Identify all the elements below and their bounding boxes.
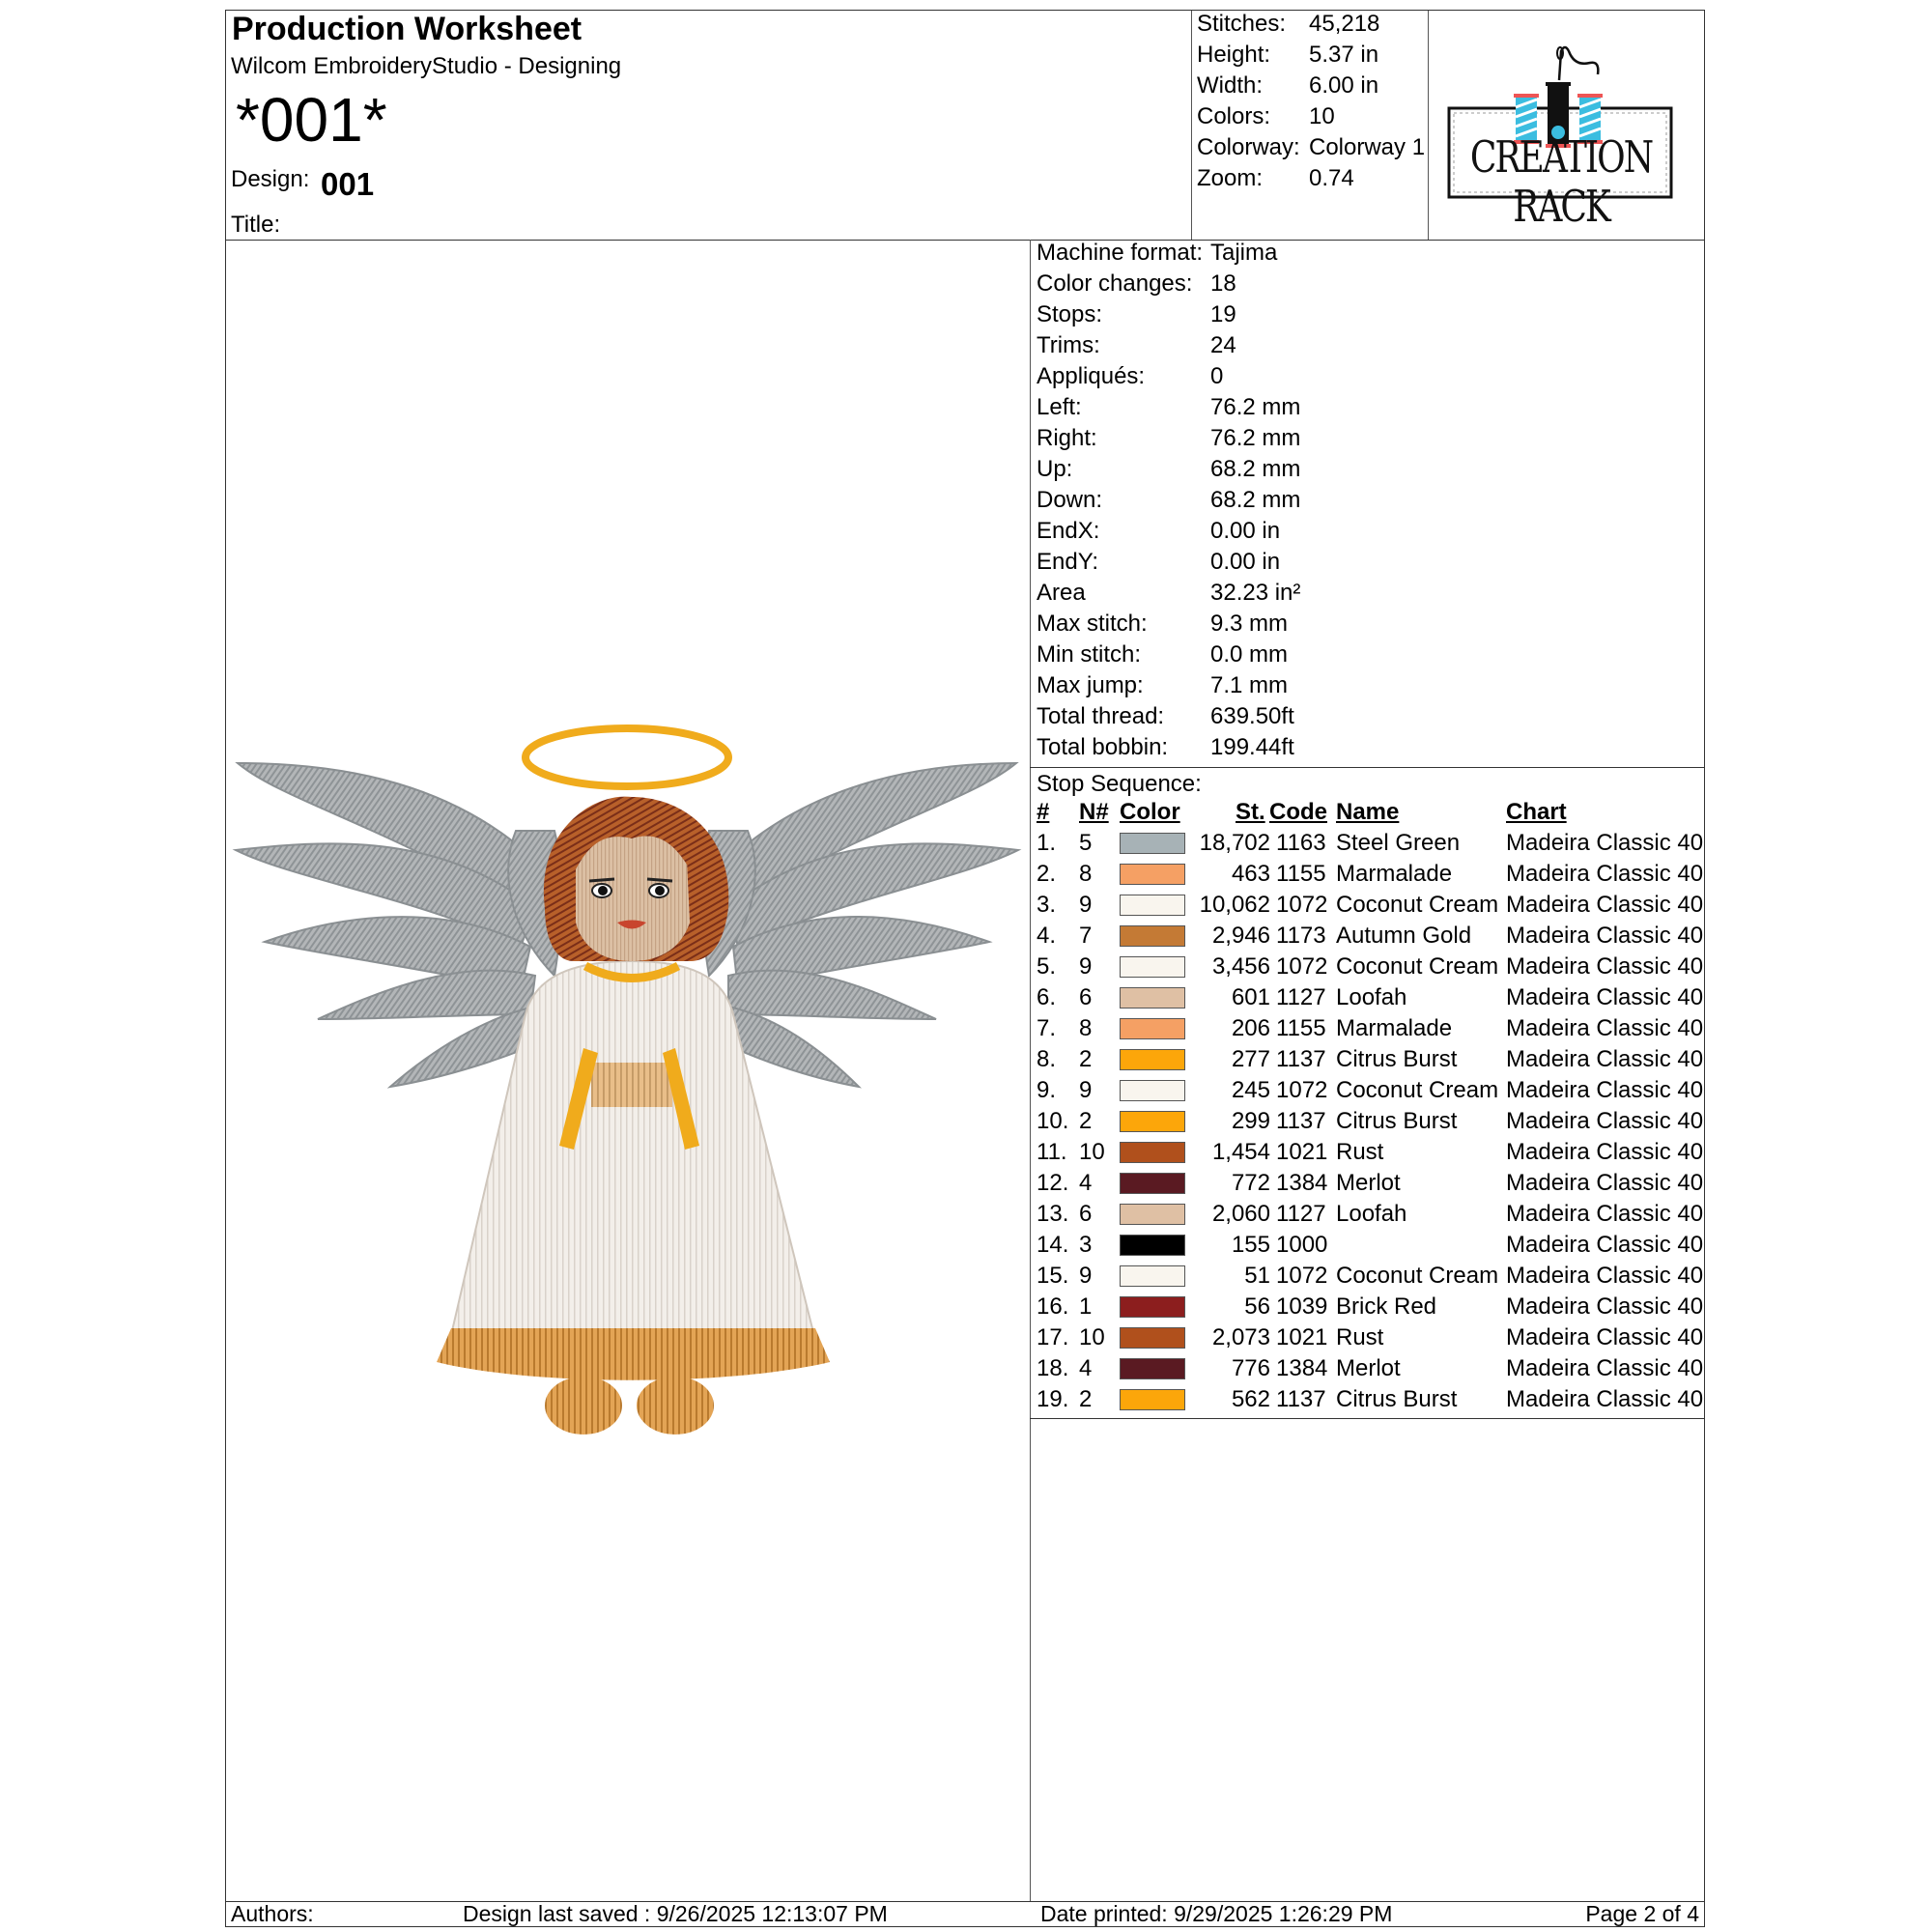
row-code: 1000 — [1276, 1232, 1328, 1258]
row-needle: 2 — [1079, 1108, 1093, 1134]
row-stitches: 601 — [1231, 984, 1270, 1010]
row-code: 1137 — [1276, 1108, 1326, 1134]
row-index: 18. — [1037, 1355, 1069, 1381]
creation-rack-logo — [1445, 40, 1677, 233]
row-chart: Madeira Classic 40 — [1506, 1263, 1704, 1289]
col-header-color: Color — [1120, 799, 1180, 825]
row-chart: Madeira Classic 40 — [1506, 830, 1704, 856]
row-index: 17. — [1037, 1324, 1069, 1350]
row-index: 1. — [1037, 830, 1057, 856]
row-thread-name: Coconut Cream — [1336, 1263, 1499, 1289]
row-index: 13. — [1037, 1201, 1069, 1227]
row-stitches: 2,073 — [1211, 1324, 1270, 1350]
color-swatch — [1120, 895, 1185, 916]
color-swatch — [1120, 1235, 1185, 1256]
software-subtitle: Wilcom EmbroideryStudio - Designing — [231, 53, 622, 79]
property-value: 0.00 in — [1210, 549, 1281, 575]
property-value: 0 — [1210, 363, 1224, 389]
col-header-needle: N# — [1079, 799, 1109, 825]
row-needle: 4 — [1079, 1355, 1093, 1381]
row-stitches: 206 — [1231, 1015, 1270, 1041]
color-swatch — [1120, 1173, 1185, 1194]
row-code: 1072 — [1276, 1077, 1328, 1103]
property-value: 76.2 mm — [1210, 394, 1301, 420]
row-index: 14. — [1037, 1232, 1069, 1258]
color-swatch — [1120, 925, 1185, 947]
row-chart: Madeira Classic 40 — [1506, 1324, 1704, 1350]
row-index: 3. — [1037, 892, 1057, 918]
design-label: Design: — [231, 166, 310, 192]
row-thread-name: Marmalade — [1336, 861, 1453, 887]
table-row — [1037, 1263, 1713, 1293]
stop-sequence-table — [1037, 799, 1703, 1417]
col-header-name: Name — [1336, 799, 1400, 825]
row-stitches: 772 — [1231, 1170, 1270, 1196]
table-row — [1037, 1046, 1713, 1077]
row-stitches: 51 — [1244, 1263, 1270, 1289]
row-code: 1127 — [1276, 1201, 1326, 1227]
color-swatch — [1120, 1049, 1185, 1070]
row-chart: Madeira Classic 40 — [1506, 923, 1704, 949]
row-code: 1072 — [1276, 892, 1328, 918]
table-row — [1037, 830, 1713, 861]
row-chart: Madeira Classic 40 — [1506, 1077, 1704, 1103]
col-header-index: # — [1037, 799, 1050, 825]
row-thread-name: Autumn Gold — [1336, 923, 1472, 949]
stop-sequence-label: Stop Sequence: — [1037, 771, 1202, 797]
color-swatch — [1120, 833, 1185, 854]
title-label: Title: — [231, 212, 281, 238]
property-label: Trims: — [1037, 332, 1100, 358]
row-stitches: 1,454 — [1211, 1139, 1270, 1165]
design-name-large: *001* — [236, 85, 387, 155]
property-label: Color changes: — [1037, 270, 1193, 297]
property-label: Area — [1037, 580, 1086, 606]
row-stitches: 18,702 — [1199, 830, 1270, 856]
color-swatch — [1120, 1142, 1185, 1163]
row-index: 4. — [1037, 923, 1057, 949]
property-label: Max jump: — [1037, 672, 1144, 698]
row-needle: 1 — [1079, 1293, 1093, 1320]
row-chart: Madeira Classic 40 — [1506, 1170, 1704, 1196]
property-label: Max stitch: — [1037, 611, 1148, 637]
props-divider — [1030, 767, 1704, 768]
row-needle: 2 — [1079, 1046, 1093, 1072]
row-code: 1072 — [1276, 953, 1328, 980]
table-row — [1037, 1139, 1713, 1170]
angel-embroidery-image — [226, 242, 1028, 1899]
row-stitches: 10,062 — [1199, 892, 1270, 918]
footer-divider — [226, 1901, 1704, 1902]
table-row — [1037, 1201, 1713, 1232]
row-needle: 10 — [1079, 1139, 1105, 1165]
row-thread-name: Loofah — [1336, 1201, 1407, 1227]
row-code: 1384 — [1276, 1355, 1328, 1381]
table-row — [1037, 953, 1713, 984]
property-value: 199.44ft — [1210, 734, 1294, 760]
row-index: 5. — [1037, 953, 1057, 980]
property-label: Right: — [1037, 425, 1097, 451]
col-header-stitches: St. — [1236, 799, 1265, 825]
property-label: Total bobbin: — [1037, 734, 1169, 760]
col-header-chart: Chart — [1506, 799, 1567, 825]
row-thread-name: Brick Red — [1336, 1293, 1437, 1320]
row-thread-name: Rust — [1336, 1139, 1384, 1165]
row-index: 19. — [1037, 1386, 1069, 1412]
color-swatch — [1120, 1389, 1185, 1410]
row-chart: Madeira Classic 40 — [1506, 861, 1704, 887]
design-last-saved: Design last saved : 9/26/2025 12:13:07 PM — [463, 1901, 888, 1926]
color-swatch — [1120, 956, 1185, 978]
stat-value: 5.37 in — [1309, 42, 1379, 68]
row-code: 1155 — [1276, 861, 1326, 887]
col-header-code: Code — [1269, 799, 1327, 825]
property-label: Appliqués: — [1037, 363, 1146, 389]
property-label: Total thread: — [1037, 703, 1165, 729]
design-divider — [1030, 240, 1031, 1901]
property-label: Up: — [1037, 456, 1073, 482]
row-index: 15. — [1037, 1263, 1069, 1289]
property-value: 32.23 in² — [1210, 580, 1301, 606]
authors-label: Authors: — [231, 1901, 314, 1926]
table-row — [1037, 1386, 1713, 1417]
row-index: 16. — [1037, 1293, 1069, 1320]
stat-label: Zoom: — [1197, 165, 1264, 191]
row-index: 12. — [1037, 1170, 1069, 1196]
row-code: 1163 — [1276, 830, 1326, 856]
row-thread-name: Loofah — [1336, 984, 1407, 1010]
worksheet-title: Production Worksheet — [232, 11, 582, 47]
row-thread-name: Merlot — [1336, 1355, 1401, 1381]
row-stitches: 3,456 — [1211, 953, 1270, 980]
row-chart: Madeira Classic 40 — [1506, 984, 1704, 1010]
table-row — [1037, 923, 1713, 953]
row-stitches: 2,060 — [1211, 1201, 1270, 1227]
color-swatch — [1120, 1018, 1185, 1039]
property-value: 639.50ft — [1210, 703, 1294, 729]
stat-label: Colors: — [1197, 103, 1271, 129]
color-swatch — [1120, 864, 1185, 885]
table-row — [1037, 1077, 1713, 1108]
row-stitches: 2,946 — [1211, 923, 1270, 949]
row-needle: 4 — [1079, 1170, 1093, 1196]
row-chart: Madeira Classic 40 — [1506, 892, 1704, 918]
row-chart: Madeira Classic 40 — [1506, 1046, 1704, 1072]
row-needle: 7 — [1079, 923, 1093, 949]
design-value: 001 — [321, 166, 375, 202]
row-index: 11. — [1037, 1139, 1067, 1165]
row-index: 8. — [1037, 1046, 1057, 1072]
row-chart: Madeira Classic 40 — [1506, 1201, 1704, 1227]
row-needle: 5 — [1079, 830, 1093, 856]
table-row — [1037, 1108, 1713, 1139]
page-number: Page 2 of 4 — [1585, 1901, 1699, 1926]
property-value: 9.3 mm — [1210, 611, 1289, 637]
property-value: Tajima — [1210, 240, 1278, 266]
row-thread-name: Marmalade — [1336, 1015, 1453, 1041]
row-index: 6. — [1037, 984, 1057, 1010]
row-needle: 3 — [1079, 1232, 1093, 1258]
row-needle: 10 — [1079, 1324, 1105, 1350]
row-code: 1155 — [1276, 1015, 1326, 1041]
property-value: 76.2 mm — [1210, 425, 1301, 451]
color-swatch — [1120, 987, 1185, 1009]
row-needle: 2 — [1079, 1386, 1093, 1412]
property-value: 18 — [1210, 270, 1236, 297]
table-bottom-divider — [1030, 1418, 1704, 1419]
row-needle: 9 — [1079, 1077, 1093, 1103]
row-index: 7. — [1037, 1015, 1057, 1041]
row-code: 1127 — [1276, 984, 1326, 1010]
property-label: Left: — [1037, 394, 1082, 420]
row-code: 1173 — [1276, 923, 1326, 949]
color-swatch — [1120, 1204, 1185, 1225]
color-swatch — [1120, 1265, 1185, 1287]
property-value: 24 — [1210, 332, 1236, 358]
property-value: 68.2 mm — [1210, 487, 1301, 513]
stat-value: 6.00 in — [1309, 72, 1379, 99]
table-row — [1037, 1015, 1713, 1046]
row-chart: Madeira Classic 40 — [1506, 1232, 1704, 1258]
table-row — [1037, 1293, 1713, 1324]
color-swatch — [1120, 1080, 1185, 1101]
row-needle: 6 — [1079, 1201, 1093, 1227]
row-needle: 9 — [1079, 892, 1093, 918]
stat-label: Colorway: — [1197, 134, 1300, 160]
row-thread-name: Coconut Cream — [1336, 953, 1499, 980]
row-code: 1384 — [1276, 1170, 1328, 1196]
row-needle: 9 — [1079, 1263, 1093, 1289]
row-stitches: 277 — [1231, 1046, 1270, 1072]
row-thread-name: Coconut Cream — [1336, 892, 1499, 918]
row-code: 1137 — [1276, 1386, 1326, 1412]
property-label: Stops: — [1037, 301, 1103, 327]
table-row — [1037, 1232, 1713, 1263]
row-chart: Madeira Classic 40 — [1506, 1139, 1704, 1165]
logo-text: CREATION RACK — [1469, 132, 1653, 233]
property-value: 0.00 in — [1210, 518, 1281, 544]
color-swatch — [1120, 1296, 1185, 1318]
stat-value: 10 — [1309, 103, 1335, 129]
property-label: Machine format: — [1037, 240, 1204, 266]
property-label: Down: — [1037, 487, 1103, 513]
row-stitches: 299 — [1231, 1108, 1270, 1134]
row-thread-name: Steel Green — [1336, 830, 1461, 856]
row-code: 1072 — [1276, 1263, 1328, 1289]
stat-value: 45,218 — [1309, 11, 1380, 37]
stat-label: Height: — [1197, 42, 1271, 68]
row-index: 10. — [1037, 1108, 1069, 1134]
table-row — [1037, 1170, 1713, 1201]
row-code: 1039 — [1276, 1293, 1328, 1320]
table-row — [1037, 984, 1713, 1015]
table-row — [1037, 1355, 1713, 1386]
row-thread-name: Citrus Burst — [1336, 1386, 1458, 1412]
embroidery-preview — [226, 242, 1028, 1899]
stats-divider-left — [1191, 11, 1192, 240]
property-label: EndY: — [1037, 549, 1099, 575]
row-needle: 8 — [1079, 1015, 1093, 1041]
row-stitches: 56 — [1244, 1293, 1270, 1320]
row-code: 1137 — [1276, 1046, 1326, 1072]
property-label: Min stitch: — [1037, 641, 1142, 668]
production-worksheet — [225, 10, 1705, 1927]
row-thread-name: Citrus Burst — [1336, 1108, 1458, 1134]
color-swatch — [1120, 1111, 1185, 1132]
row-index: 2. — [1037, 861, 1057, 887]
stat-label: Width: — [1197, 72, 1264, 99]
table-row — [1037, 1324, 1713, 1355]
stats-divider-right — [1428, 11, 1429, 240]
color-swatch — [1120, 1358, 1185, 1379]
stat-label: Stitches: — [1197, 11, 1287, 37]
row-stitches: 155 — [1231, 1232, 1270, 1258]
stat-value: Colorway 1 — [1309, 134, 1426, 160]
row-chart: Madeira Classic 40 — [1506, 1355, 1704, 1381]
row-code: 1021 — [1276, 1324, 1328, 1350]
row-stitches: 562 — [1231, 1386, 1270, 1412]
property-value: 19 — [1210, 301, 1236, 327]
row-needle: 9 — [1079, 953, 1093, 980]
row-index: 9. — [1037, 1077, 1057, 1103]
row-needle: 8 — [1079, 861, 1093, 887]
row-thread-name: Coconut Cream — [1336, 1077, 1499, 1103]
row-code: 1021 — [1276, 1139, 1328, 1165]
color-swatch — [1120, 1327, 1185, 1349]
row-thread-name: Rust — [1336, 1324, 1384, 1350]
property-value: 7.1 mm — [1210, 672, 1289, 698]
row-chart: Madeira Classic 40 — [1506, 953, 1704, 980]
row-thread-name: Merlot — [1336, 1170, 1401, 1196]
row-chart: Madeira Classic 40 — [1506, 1108, 1704, 1134]
row-stitches: 463 — [1231, 861, 1270, 887]
row-needle: 6 — [1079, 984, 1093, 1010]
stat-value: 0.74 — [1309, 165, 1354, 191]
row-stitches: 776 — [1231, 1355, 1270, 1381]
date-printed: Date printed: 9/29/2025 1:26:29 PM — [1040, 1901, 1393, 1926]
row-stitches: 245 — [1231, 1077, 1270, 1103]
property-value: 0.0 mm — [1210, 641, 1289, 668]
row-thread-name: Citrus Burst — [1336, 1046, 1458, 1072]
row-chart: Madeira Classic 40 — [1506, 1386, 1704, 1412]
table-row — [1037, 861, 1713, 892]
row-chart: Madeira Classic 40 — [1506, 1293, 1704, 1320]
property-value: 68.2 mm — [1210, 456, 1301, 482]
row-chart: Madeira Classic 40 — [1506, 1015, 1704, 1041]
header-divider — [226, 240, 1704, 241]
property-label: EndX: — [1037, 518, 1100, 544]
table-row — [1037, 892, 1713, 923]
